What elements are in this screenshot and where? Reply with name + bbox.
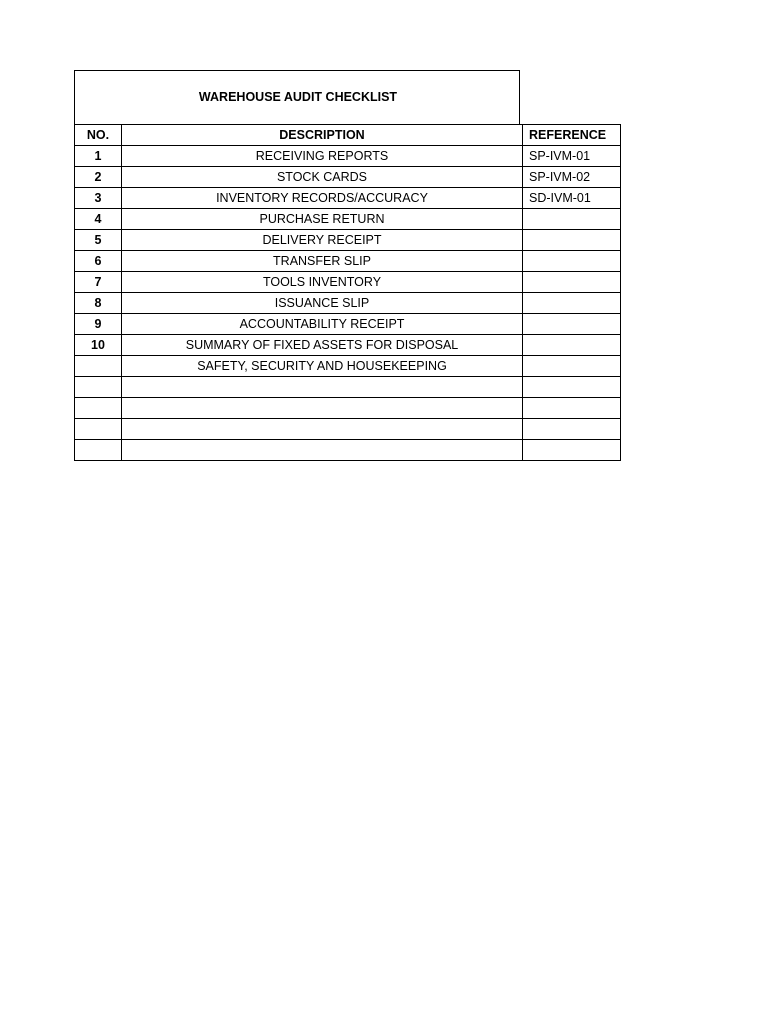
row-number: 4 — [75, 209, 122, 230]
row-reference — [523, 398, 621, 419]
row-description — [122, 377, 523, 398]
row-number — [75, 377, 122, 398]
row-description: ISSUANCE SLIP — [122, 293, 523, 314]
row-description: SUMMARY OF FIXED ASSETS FOR DISPOSAL — [122, 335, 523, 356]
row-description: INVENTORY RECORDS/ACCURACY — [122, 188, 523, 209]
table-row — [75, 314, 621, 335]
row-number — [75, 419, 122, 440]
row-number: 7 — [75, 272, 122, 293]
document-title: WAREHOUSE AUDIT CHECKLIST — [198, 90, 398, 104]
row-number — [75, 440, 122, 461]
row-description: ACCOUNTABILITY RECEIPT — [122, 314, 523, 335]
row-reference: SP-IVM-01 — [523, 146, 621, 167]
row-reference: SP-IVM-02 — [523, 167, 621, 188]
table-row — [75, 146, 621, 167]
header-reference: REFERENCE — [523, 125, 621, 146]
row-number — [75, 398, 122, 419]
row-number: 2 — [75, 167, 122, 188]
table-row — [75, 293, 621, 314]
table-row — [75, 209, 621, 230]
row-description: STOCK CARDS — [122, 167, 523, 188]
table-row — [75, 272, 621, 293]
row-reference — [523, 272, 621, 293]
row-number: 9 — [75, 314, 122, 335]
row-reference — [523, 419, 621, 440]
row-reference — [523, 314, 621, 335]
table-row — [75, 251, 621, 272]
row-description: TRANSFER SLIP — [122, 251, 523, 272]
row-description — [122, 419, 523, 440]
row-number — [75, 356, 122, 377]
row-reference — [523, 335, 621, 356]
row-description — [122, 398, 523, 419]
table-row — [75, 377, 621, 398]
table-row — [75, 419, 621, 440]
header-no: NO. — [75, 125, 122, 146]
checklist-table — [74, 124, 621, 461]
row-reference — [523, 356, 621, 377]
table-header-row — [75, 125, 621, 146]
row-number: 8 — [75, 293, 122, 314]
table-row — [75, 230, 621, 251]
row-reference — [523, 440, 621, 461]
table-row — [75, 335, 621, 356]
row-reference — [523, 293, 621, 314]
table-row — [75, 398, 621, 419]
row-description: SAFETY, SECURITY AND HOUSEKEEPING — [122, 356, 523, 377]
row-number: 10 — [75, 335, 122, 356]
title-box — [74, 70, 520, 124]
table-row — [75, 356, 621, 377]
table-row — [75, 167, 621, 188]
row-number: 1 — [75, 146, 122, 167]
row-reference: SD-IVM-01 — [523, 188, 621, 209]
row-description — [122, 440, 523, 461]
table-body — [75, 146, 621, 461]
table-row — [75, 440, 621, 461]
row-description: RECEIVING REPORTS — [122, 146, 523, 167]
row-reference — [523, 377, 621, 398]
row-description: TOOLS INVENTORY — [122, 272, 523, 293]
row-description: DELIVERY RECEIPT — [122, 230, 523, 251]
row-number: 3 — [75, 188, 122, 209]
row-number: 6 — [75, 251, 122, 272]
row-reference — [523, 251, 621, 272]
row-reference — [523, 209, 621, 230]
row-reference — [523, 230, 621, 251]
row-number: 5 — [75, 230, 122, 251]
row-description: PURCHASE RETURN — [122, 209, 523, 230]
table-row — [75, 188, 621, 209]
header-description: DESCRIPTION — [122, 125, 523, 146]
